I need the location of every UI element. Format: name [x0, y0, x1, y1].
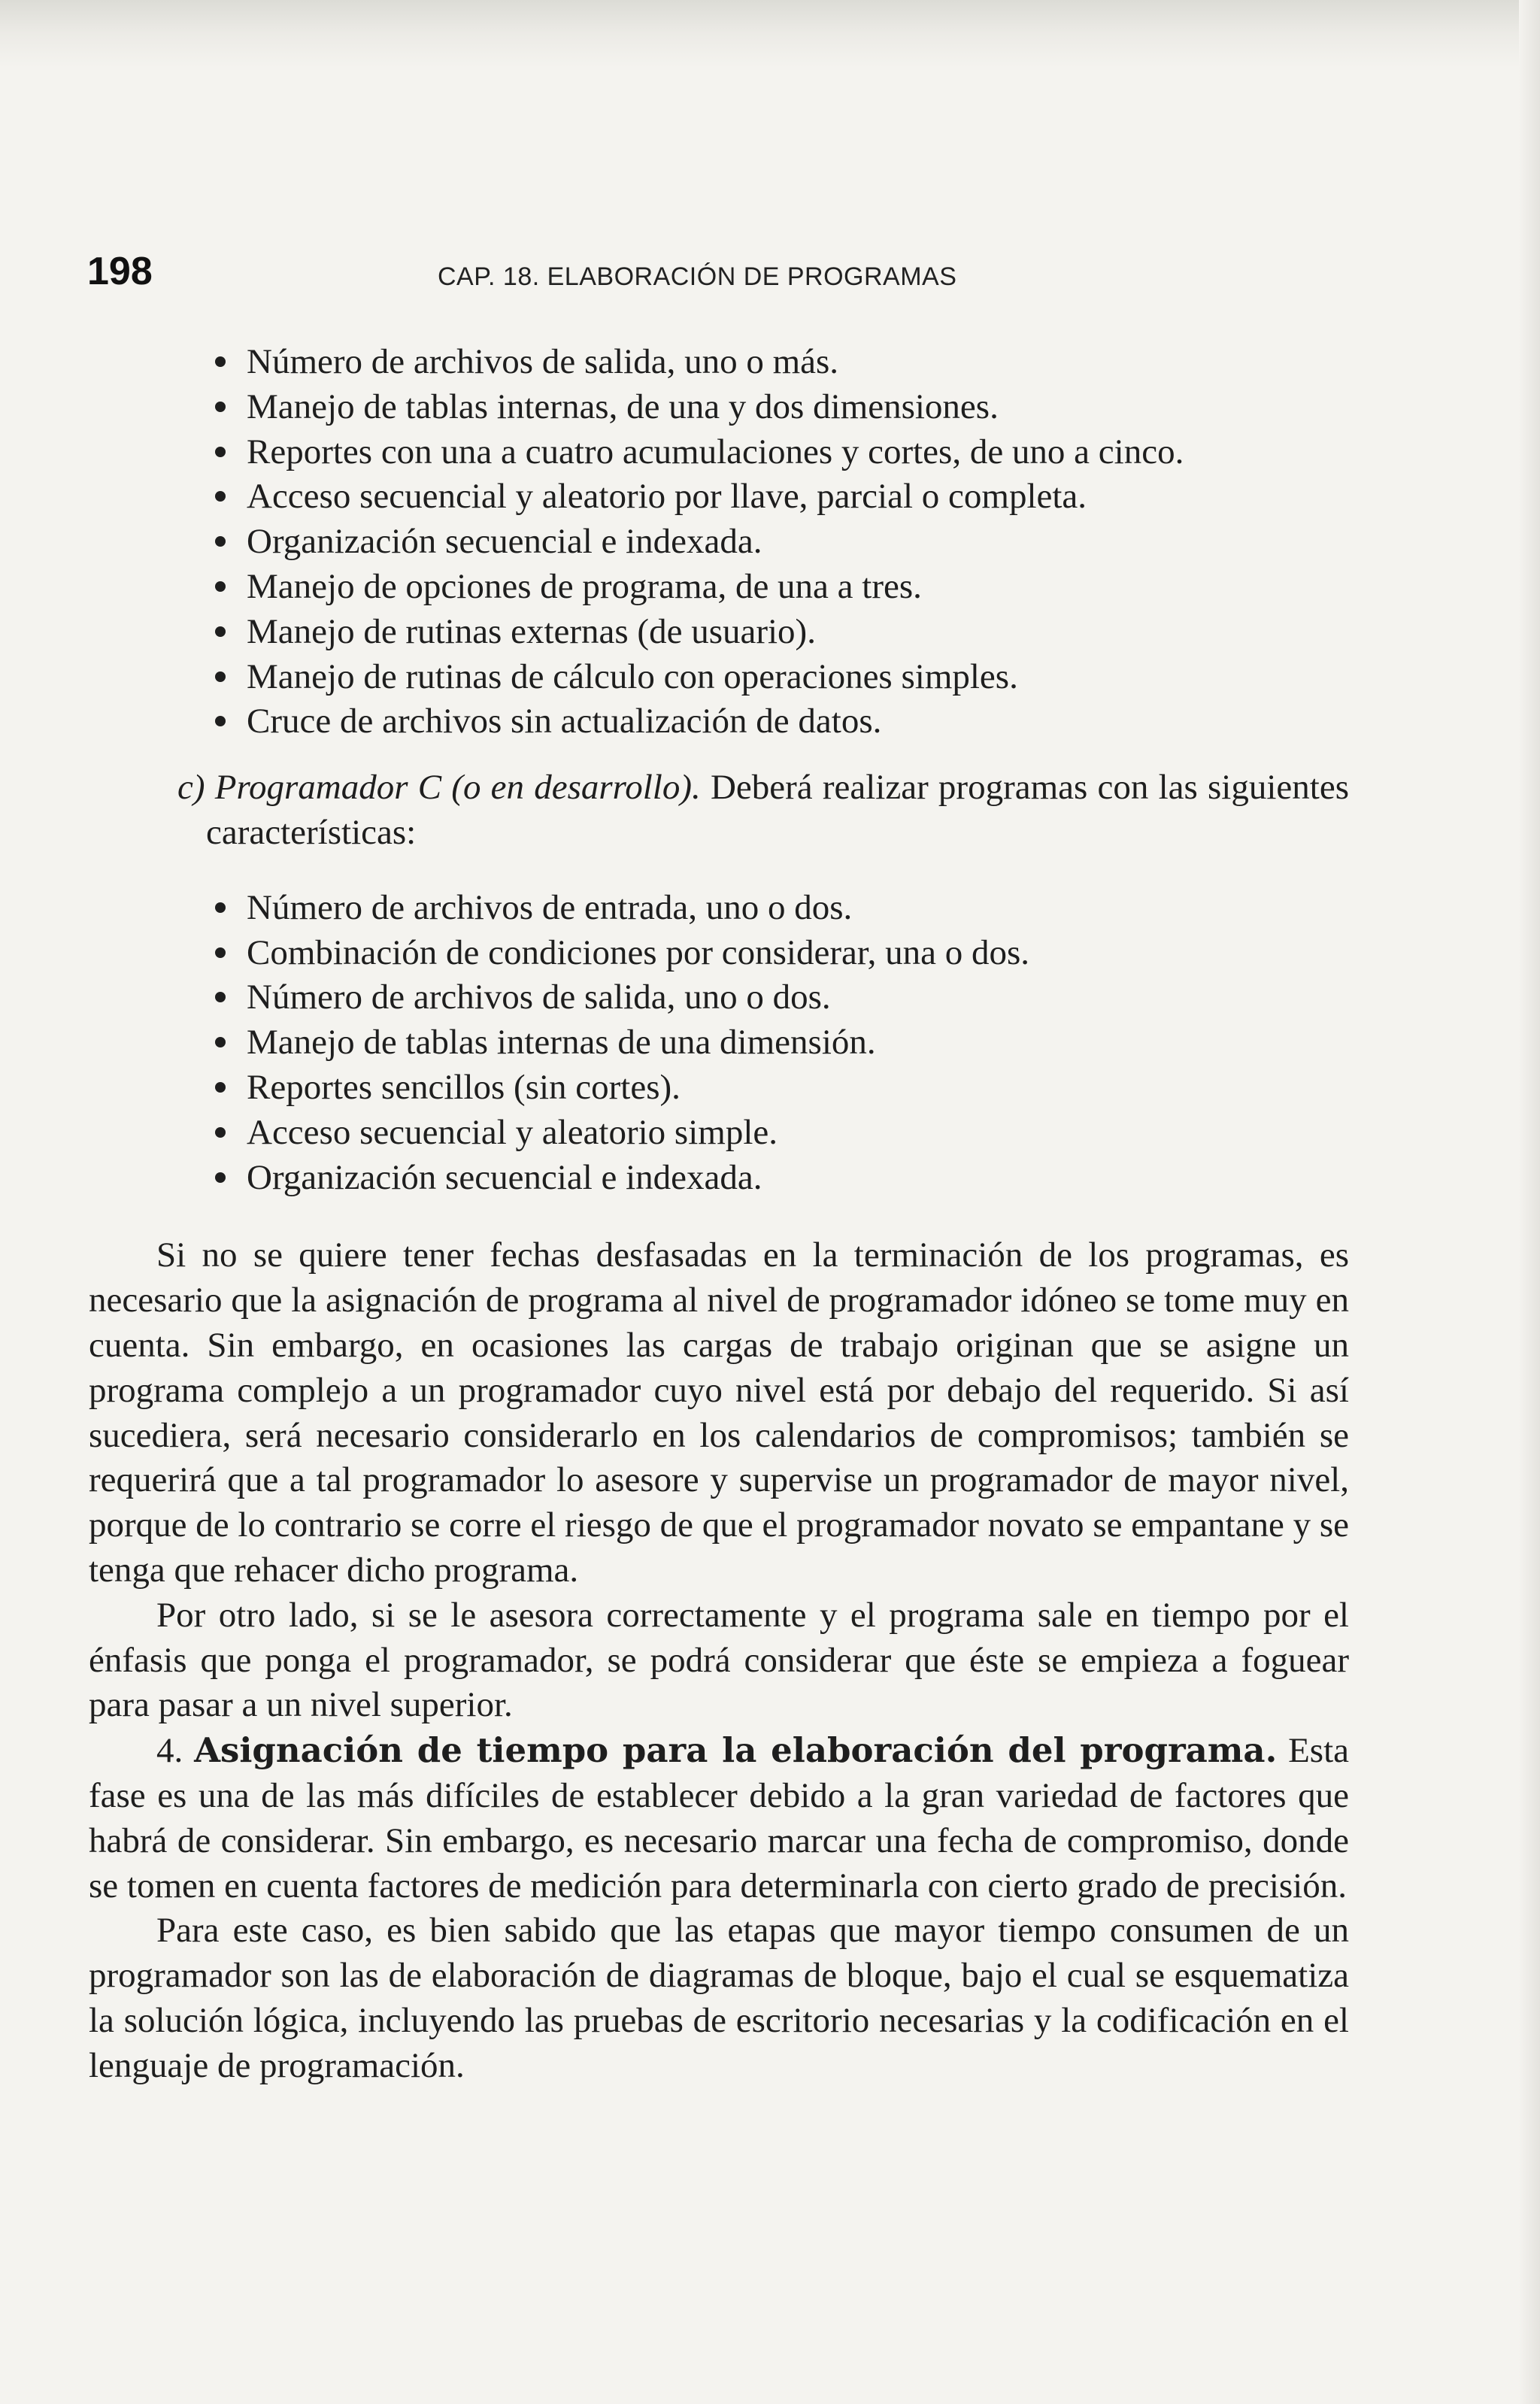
bullet-icon: [215, 402, 226, 412]
bullet-list-programador-b: [89, 340, 1349, 744]
section-number: 4.: [156, 1731, 183, 1771]
list-item: Organización secuencial e indexada.: [247, 1156, 1349, 1201]
list-item: Combinación de condiciones por considerar, una o dos.: [247, 931, 1349, 976]
item-programador-c: [89, 765, 1349, 856]
item-text: Deberá realizar programas con las siguientes características:: [206, 768, 1349, 852]
list-item: Reportes con una a cuatro acumulaciones y cortes, de uno a cinco.: [247, 430, 1349, 475]
paragraph: Para este caso, es bien sabido que las etapas que mayor tiempo consumen de un programador son las de elaboración de diagramas de bloque, bajo el cual se esquematiza la solución lógica, incluyendo las pruebas de escritorio necesarias y la codificación en el lenguaje de programación.: [89, 1911, 1349, 2085]
list-item: Número de archivos de entrada, uno o dos.: [247, 886, 1349, 931]
list-item: Manejo de rutinas de cálculo con operaciones simples.: [247, 655, 1349, 700]
bullet-icon: [215, 447, 226, 457]
bullet-icon: [215, 491, 226, 502]
bullet-icon: [215, 1082, 226, 1093]
list-item: Número de archivos de salida, uno o más.: [247, 340, 1349, 385]
section-heading: Asignación de tiempo para la elaboración del programa.: [194, 1730, 1278, 1771]
scan-edge-right: [1519, 0, 1540, 2404]
bullet-icon: [215, 902, 226, 913]
bullet-icon: [215, 536, 226, 547]
bullet-icon: [215, 716, 226, 726]
list-item: Manejo de rutinas externas (de usuario).: [247, 610, 1349, 655]
page-header: [87, 245, 1366, 298]
list-item: Manejo de opciones de programa, de una a tres.: [247, 565, 1349, 610]
paragraph: Si no se quiere tener fechas desfasadas en la terminación de los programas, es necesario que la asignación de programa al nivel de programador idóneo se tome muy en cuenta. Sin embargo, en ocasiones las cargas de trabajo originan que se asigne un programa complejo a un programador cuyo nivel está por debajo del requerido. Si así sucediera, será necesario considerarlo en los calendarios de compromisos; también se requerirá que a tal programador lo asesore y supervise un programador de mayor nivel, porque de lo contrario se corre el riesgo de que el programador novato se empantane y se tenga que rehacer dicho programa.: [89, 1235, 1349, 1590]
bullet-list-programador-c: [89, 886, 1349, 1201]
list-item: Manejo de tablas internas de una dimensión.: [247, 1020, 1349, 1066]
paragraph-section-4: [89, 1728, 1349, 1908]
bullet-icon: [215, 356, 226, 367]
list-item: Número de archivos de salida, uno o dos.: [247, 975, 1349, 1020]
bullet-icon: [215, 947, 226, 958]
bullet-icon: [215, 626, 226, 637]
list-item: Acceso secuencial y aleatorio simple.: [247, 1111, 1349, 1156]
bullet-icon: [215, 1172, 226, 1183]
list-item: Organización secuencial e indexada.: [247, 520, 1349, 565]
bullet-icon: [215, 1037, 226, 1047]
list-item: Reportes sencillos (sin cortes).: [247, 1066, 1349, 1111]
bullet-icon: [215, 992, 226, 1002]
bullet-icon: [215, 1127, 226, 1138]
section-text: Esta fase es una de las más difíciles de establecer debido a la gran variedad de factores que habrá de considerar. Sin embargo, es necesario marcar una fecha de compromiso, donde se tomen en cuenta factores de medición para determinarla con cierto grado de precisión.: [89, 1731, 1349, 1905]
page-number: 198: [87, 250, 153, 293]
scan-edge-top: [0, 0, 1540, 68]
page-body: [89, 340, 1349, 2088]
bullet-icon: [215, 671, 226, 682]
bullet-icon: [215, 581, 226, 592]
running-head: CAP. 18. ELABORACIÓN DE PROGRAMAS: [438, 262, 957, 291]
list-item: Cruce de archivos sin actualización de datos.: [247, 699, 1349, 744]
list-item: Manejo de tablas internas, de una y dos dimensiones.: [247, 385, 1349, 430]
paragraph: Por otro lado, si se le asesora correctamente y el programa sale en tiempo por el énfasis que ponga el programador, se podrá considerar que éste se empieza a foguear para pasar a un nivel superior.: [89, 1595, 1349, 1725]
item-title: Programador C (o en desarrollo).: [214, 768, 701, 808]
list-item: Acceso secuencial y aleatorio por llave, parcial o completa.: [247, 474, 1349, 520]
item-marker: c): [177, 768, 205, 808]
